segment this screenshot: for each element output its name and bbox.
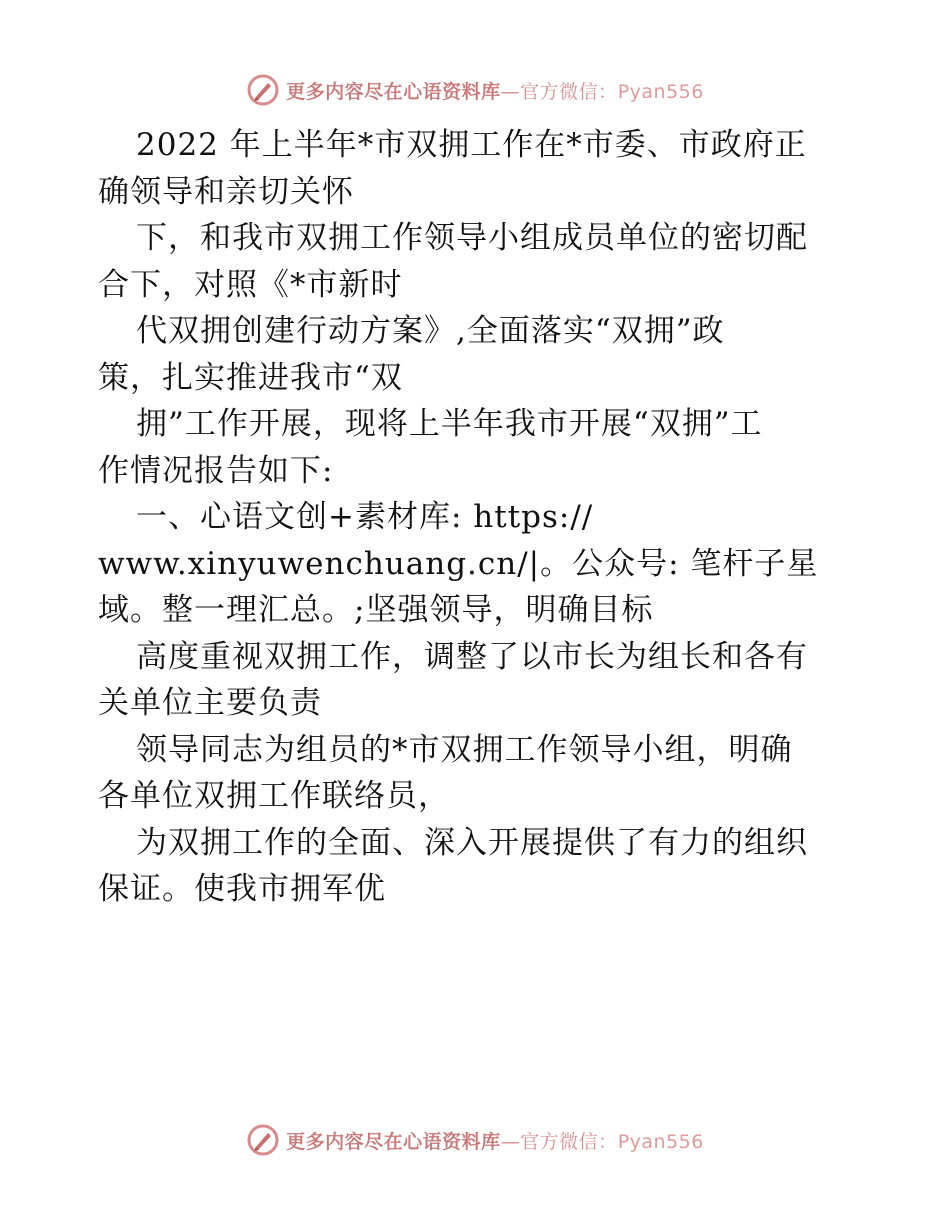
watermark-dash: — <box>500 1130 521 1153</box>
watermark-banner-top <box>0 70 950 110</box>
text-line: 保证。使我市拥军优 <box>98 871 386 907</box>
text-line: 下，和我市双拥工作领导小组成员单位的密切配 <box>136 220 808 256</box>
text-line: 各单位双拥工作联络员， <box>98 778 450 814</box>
text-line: www.xinyuwenchuang.cn/|。公众号: 笔杆子星 <box>98 545 819 582</box>
text-line: 高度重视双拥工作，调整了以市长为组长和各有 <box>136 638 808 675</box>
text-line: 一、心语文创+素材库: https:// <box>136 499 594 535</box>
text-line: 关单位主要负责 <box>98 685 322 721</box>
watermark-label: 官方微信： <box>520 1130 618 1153</box>
watermark-text <box>286 77 704 104</box>
text-line: 策，扎实推进我市“双 <box>98 359 403 396</box>
pen-quill-logo-icon <box>246 1123 280 1157</box>
text-line: 确领导和亲切关怀 <box>98 173 354 210</box>
text-line: 代双拥创建行动方案》,全面落实“双拥”政 <box>136 313 725 349</box>
watermark-text <box>286 1127 704 1154</box>
text-line: 为双拥工作的全面、深入开展提供了有力的组织 <box>136 824 808 861</box>
watermark-label: 官方微信： <box>520 80 618 103</box>
text-line: 作情况报告如下: <box>98 452 334 489</box>
watermark-site-text: 更多内容尽在心语资料库 <box>286 1130 501 1153</box>
text-line: 2022 年上半年*市双拥工作在*市委、市政府正 <box>136 127 807 163</box>
watermark-banner-bottom <box>0 1120 950 1160</box>
watermark-wechat-id: Pyan556 <box>617 1130 704 1153</box>
watermark-site-text: 更多内容尽在心语资料库 <box>286 80 501 103</box>
watermark-dash: — <box>500 80 521 103</box>
text-line: 领导同志为组员的*市双拥工作领导小组，明确 <box>136 731 793 768</box>
pen-quill-logo-icon <box>246 73 280 107</box>
text-line: 合下，对照《*市新时 <box>98 266 403 303</box>
text-line: 域。整一理汇总。;坚强领导，明确目标 <box>98 592 654 628</box>
watermark-wechat-id: Pyan556 <box>617 80 704 103</box>
text-line: 拥”工作开展，现将上半年我市开展“双拥”工 <box>136 406 763 442</box>
document-body <box>98 122 878 913</box>
